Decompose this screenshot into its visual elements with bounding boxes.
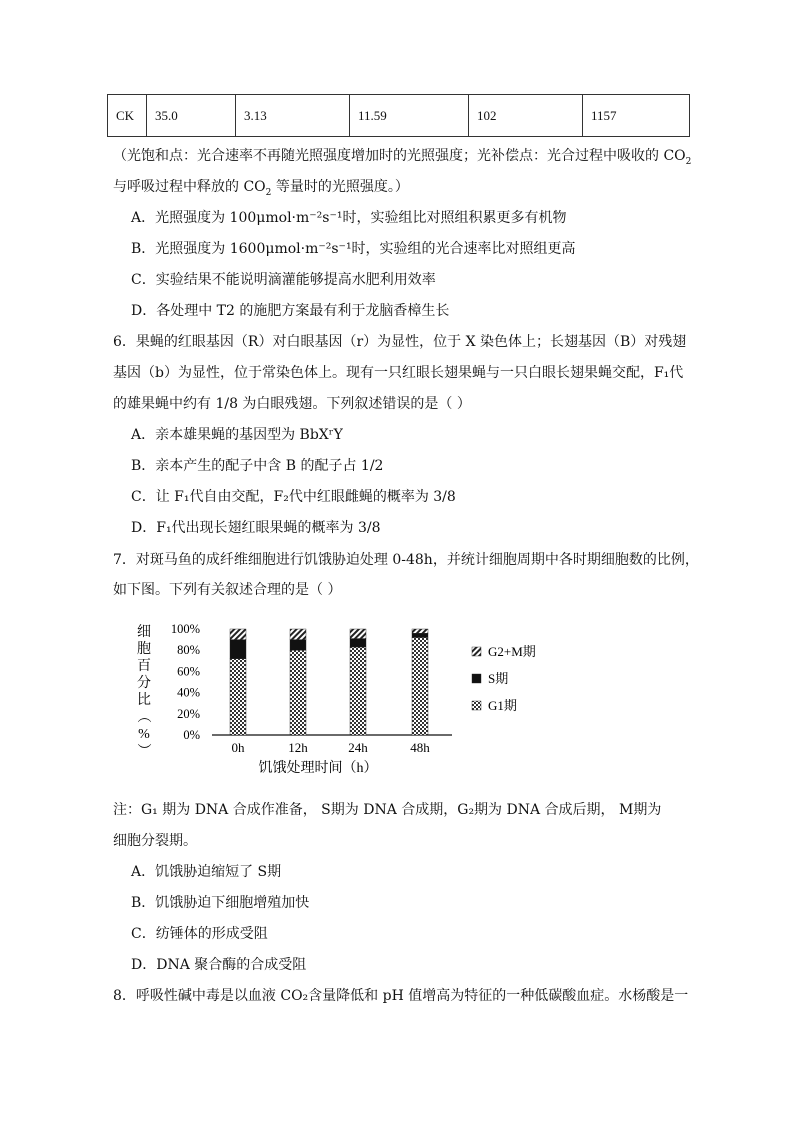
bar-segment: [290, 650, 306, 735]
q6-stem-line3: 的雄果蝇中约有 1/8 为白眼残翅。下列叙述错误的是（ ）: [113, 396, 471, 412]
table-cell: 102: [469, 95, 583, 137]
q7-stem-line2: 如下图。下列有关叙述合理的是（ ）: [113, 582, 342, 598]
y-axis-label-char: 分: [137, 676, 151, 691]
q5-option-a: A．光照强度为 100μmol·m⁻²s⁻¹时，实验组比对照组积累更多有机物: [131, 210, 567, 226]
y-tick-label: 40%: [177, 685, 200, 700]
q5-note-line2: 与呼吸过程中释放的 $CO_2$ 等量时的光照强度。）: [113, 179, 409, 198]
x-tick-label: 0h: [231, 740, 245, 755]
x-tick-label: 48h: [410, 740, 430, 755]
bar-segment: [230, 629, 246, 640]
q6-stem-line1: 6．果蝇的红眼基因（R）对白眼基因（r）为显性，位于 X 染色体上；长翅基因（B）对残翅: [113, 334, 687, 350]
bar-segment: [412, 629, 428, 633]
q5-option-b: B．光照强度为 1600μmol·m⁻²s⁻¹时，实验组的光合速率比对照组更高: [131, 241, 576, 257]
bar-segment: [350, 647, 366, 735]
table-cell: 11.59: [350, 95, 469, 137]
bar-segment: [350, 639, 366, 647]
table-cell: 35.0: [147, 95, 236, 137]
q6-option-a: A．亲本雄果蝇的基因型为 BbXʳY: [131, 427, 343, 443]
q5-note-line1: （光饱和点：光合速率不再随光照强度增加时的光照强度；光补偿点：光合过程中吸收的 $CO_2$: [113, 148, 692, 167]
y-axis-label-char: （: [135, 709, 150, 723]
table-row: [108, 95, 690, 137]
x-tick-label: 24h: [348, 740, 368, 755]
q5-option-d: D．各处理中 T2 的施肥方案最有利于龙脑香樟生长: [131, 303, 450, 319]
q7-stem-line1: 7．对斑马鱼的成纤维细胞进行饥饿胁迫处理 0-48h，并统计细胞周期中各时期细胞数的比例，: [113, 552, 699, 568]
legend-swatch: [472, 647, 481, 656]
bar-segment: [412, 633, 428, 637]
bar-segment: [230, 659, 246, 735]
y-axis-label-char: 百: [137, 659, 151, 674]
y-ticks: [171, 622, 200, 742]
y-axis-label-char: ）: [135, 743, 150, 757]
bar-segment: [230, 640, 246, 659]
y-tick-label: 60%: [177, 664, 200, 679]
legend-label: G2+M期: [488, 644, 536, 659]
legend-swatch: [472, 674, 481, 683]
y-tick-label: 0%: [183, 728, 200, 742]
bar-segment: [412, 637, 428, 735]
x-tick-label: 12h: [288, 740, 308, 755]
y-axis-label-char: %: [138, 727, 150, 742]
table-cell: CK: [108, 95, 147, 137]
y-tick-label: 100%: [170, 622, 200, 636]
q7-option-d: D．DNA 聚合酶的合成受阻: [131, 957, 307, 973]
x-axis-label: 饥饿处理时间（h）: [258, 761, 378, 776]
bar-segment: [290, 629, 306, 640]
x-ticks: [232, 740, 431, 755]
q6-option-d: D．F₁代出现长翅红眼果蝇的概率为 3/8: [131, 520, 381, 536]
y-axis-label-char: 胞: [137, 642, 151, 657]
y-tick-label: 20%: [177, 706, 200, 721]
q6-option-b: B．亲本产生的配子中含 B 的配子占 1/2: [131, 458, 384, 474]
q7-note-line2: 细胞分裂期。: [113, 833, 197, 849]
q7-option-a: A．饥饿胁迫缩短了 S期: [131, 864, 282, 880]
data-table: [107, 94, 690, 137]
y-axis-label-char: 比: [137, 693, 151, 708]
y-axis-label-char: 细: [137, 625, 151, 640]
bar-segment: [350, 629, 366, 639]
q6-stem-line2: 基因（b）为显性，位于常染色体上。现有一只红眼长翅果蝇与一只白眼长翅果蝇交配，F₁代: [113, 365, 684, 381]
cell-cycle-chart: [120, 612, 560, 782]
q5-option-c: C．实验结果不能说明滴灌能够提高水肥利用效率: [131, 272, 436, 288]
table-cell: 3.13: [236, 95, 350, 137]
table-cell: 1157: [583, 95, 690, 137]
y-axis-label: [135, 624, 151, 757]
legend-label: G1期: [488, 698, 517, 713]
q8-stem-line1: 8．呼吸性碱中毒是以血液 CO₂含量降低和 pH 值增高为特征的一种低碳酸血症。水杨酸是一: [113, 988, 689, 1004]
q7-option-c: C．纺锤体的形成受阻: [131, 926, 268, 942]
q7-option-b: B．饥饿胁迫下细胞增殖加快: [131, 895, 310, 911]
bar-segment: [290, 640, 306, 651]
bars: [230, 629, 428, 735]
legend: [472, 644, 536, 713]
q7-note-line1: 注：G₁ 期为 DNA 合成作准备， S期为 DNA 合成期，G₂期为 DNA 合成后期， M期为: [113, 802, 662, 818]
legend-label: S期: [488, 671, 509, 686]
q6-option-c: C．让 F₁代自由交配，F₂代中红眼雌蝇的概率为 3/8: [131, 489, 456, 505]
legend-swatch: [472, 701, 481, 710]
y-tick-label: 80%: [177, 643, 200, 658]
